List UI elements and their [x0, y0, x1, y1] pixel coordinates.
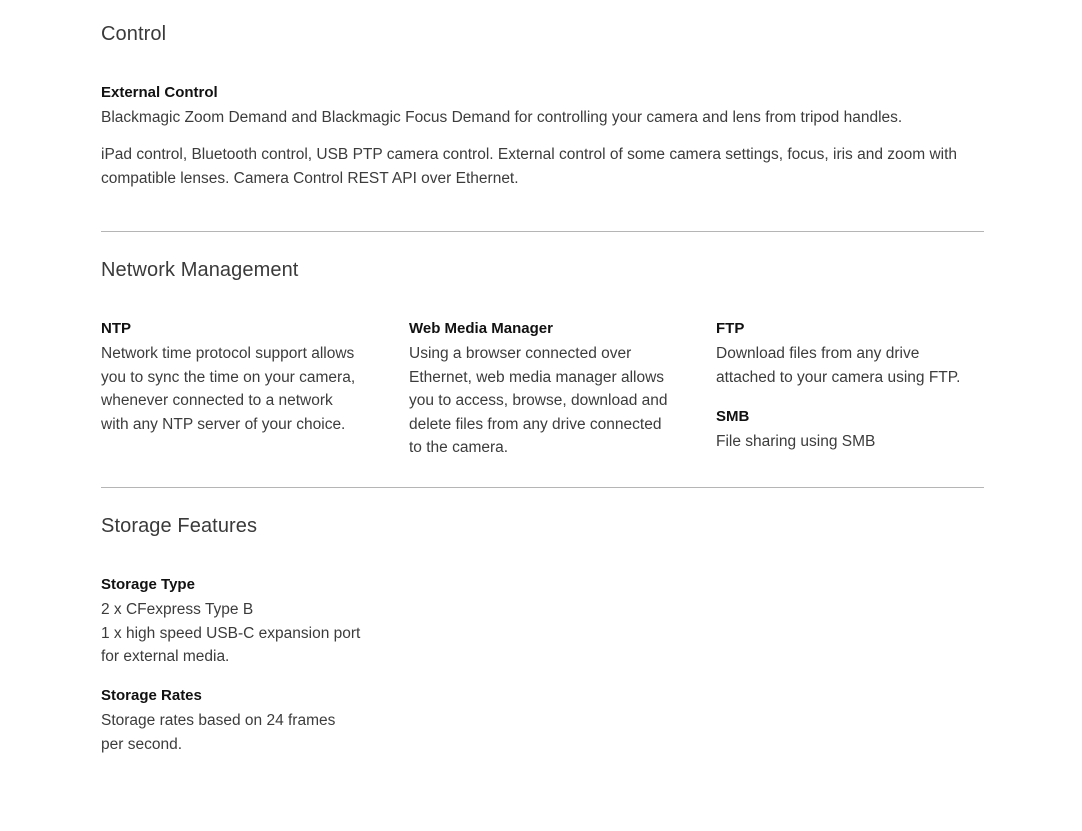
section-title-network-management: Network Management	[101, 259, 299, 281]
storage-rates-description	[101, 709, 373, 756]
section-title-control: Control	[101, 23, 167, 45]
paragraph-line: for external media.	[101, 648, 230, 665]
smb-description: File sharing using SMB	[716, 433, 876, 450]
web-media-manager-description	[409, 342, 681, 460]
paragraph-line: Storage rates based on 24 frames	[101, 712, 336, 729]
storage-type-heading: Storage Type	[101, 576, 195, 593]
paragraph-line: compatible lenses. Camera Control REST API over Ethernet.	[101, 169, 519, 187]
ntp-heading: NTP	[101, 320, 131, 337]
external-control-paragraph-2	[101, 143, 957, 190]
paragraph-line: 1 x high speed USB-C expansion port	[101, 624, 361, 642]
paragraph-line: per second.	[101, 735, 182, 753]
ntp-description	[101, 342, 373, 436]
section-title-storage-features: Storage Features	[101, 515, 258, 537]
storage-type-block	[101, 575, 373, 669]
web-media-manager-column	[409, 319, 681, 460]
paragraph-line: iPad control, Bluetooth control, USB PTP camera control. External control of some camera settings, focus, iris and zoom with	[101, 146, 958, 163]
external-control-paragraph-1: Blackmagic Zoom Demand and Blackmagic Focus Demand for controlling your camera and lens from tripod handles.	[101, 109, 903, 126]
paragraph-line: attached to your camera using FTP.	[716, 368, 961, 386]
paragraph-line: Ethernet, web media manager allows	[409, 368, 665, 386]
storage-rates-block	[101, 686, 373, 756]
paragraph-line: to the camera.	[409, 439, 509, 456]
web-media-manager-heading: Web Media Manager	[409, 320, 553, 337]
storage-rates-heading: Storage Rates	[101, 687, 202, 704]
section-divider	[101, 487, 984, 488]
storage-type-description	[101, 598, 373, 669]
paragraph-line: Network time protocol support allows	[101, 345, 355, 362]
ftp-description	[716, 342, 988, 389]
section-divider	[101, 231, 984, 232]
paragraph-line: you to sync the time on your camera,	[101, 368, 356, 386]
paragraph-line: delete files from any drive connected	[409, 415, 662, 433]
external-control-heading: External Control	[101, 84, 218, 101]
smb-heading: SMB	[716, 408, 750, 425]
paragraph-line: whenever connected to a network	[101, 392, 333, 409]
ftp-heading: FTP	[716, 320, 745, 337]
paragraph-line: Using a browser connected over	[409, 345, 632, 362]
paragraph-line: you to access, browse, download and	[409, 392, 668, 409]
ftp-column	[716, 319, 988, 454]
paragraph-line: Download files from any drive	[716, 345, 920, 362]
paragraph-line: 2 x CFexpress Type B	[101, 601, 254, 618]
paragraph-line: with any NTP server of your choice.	[101, 415, 346, 433]
ntp-column	[101, 319, 373, 436]
